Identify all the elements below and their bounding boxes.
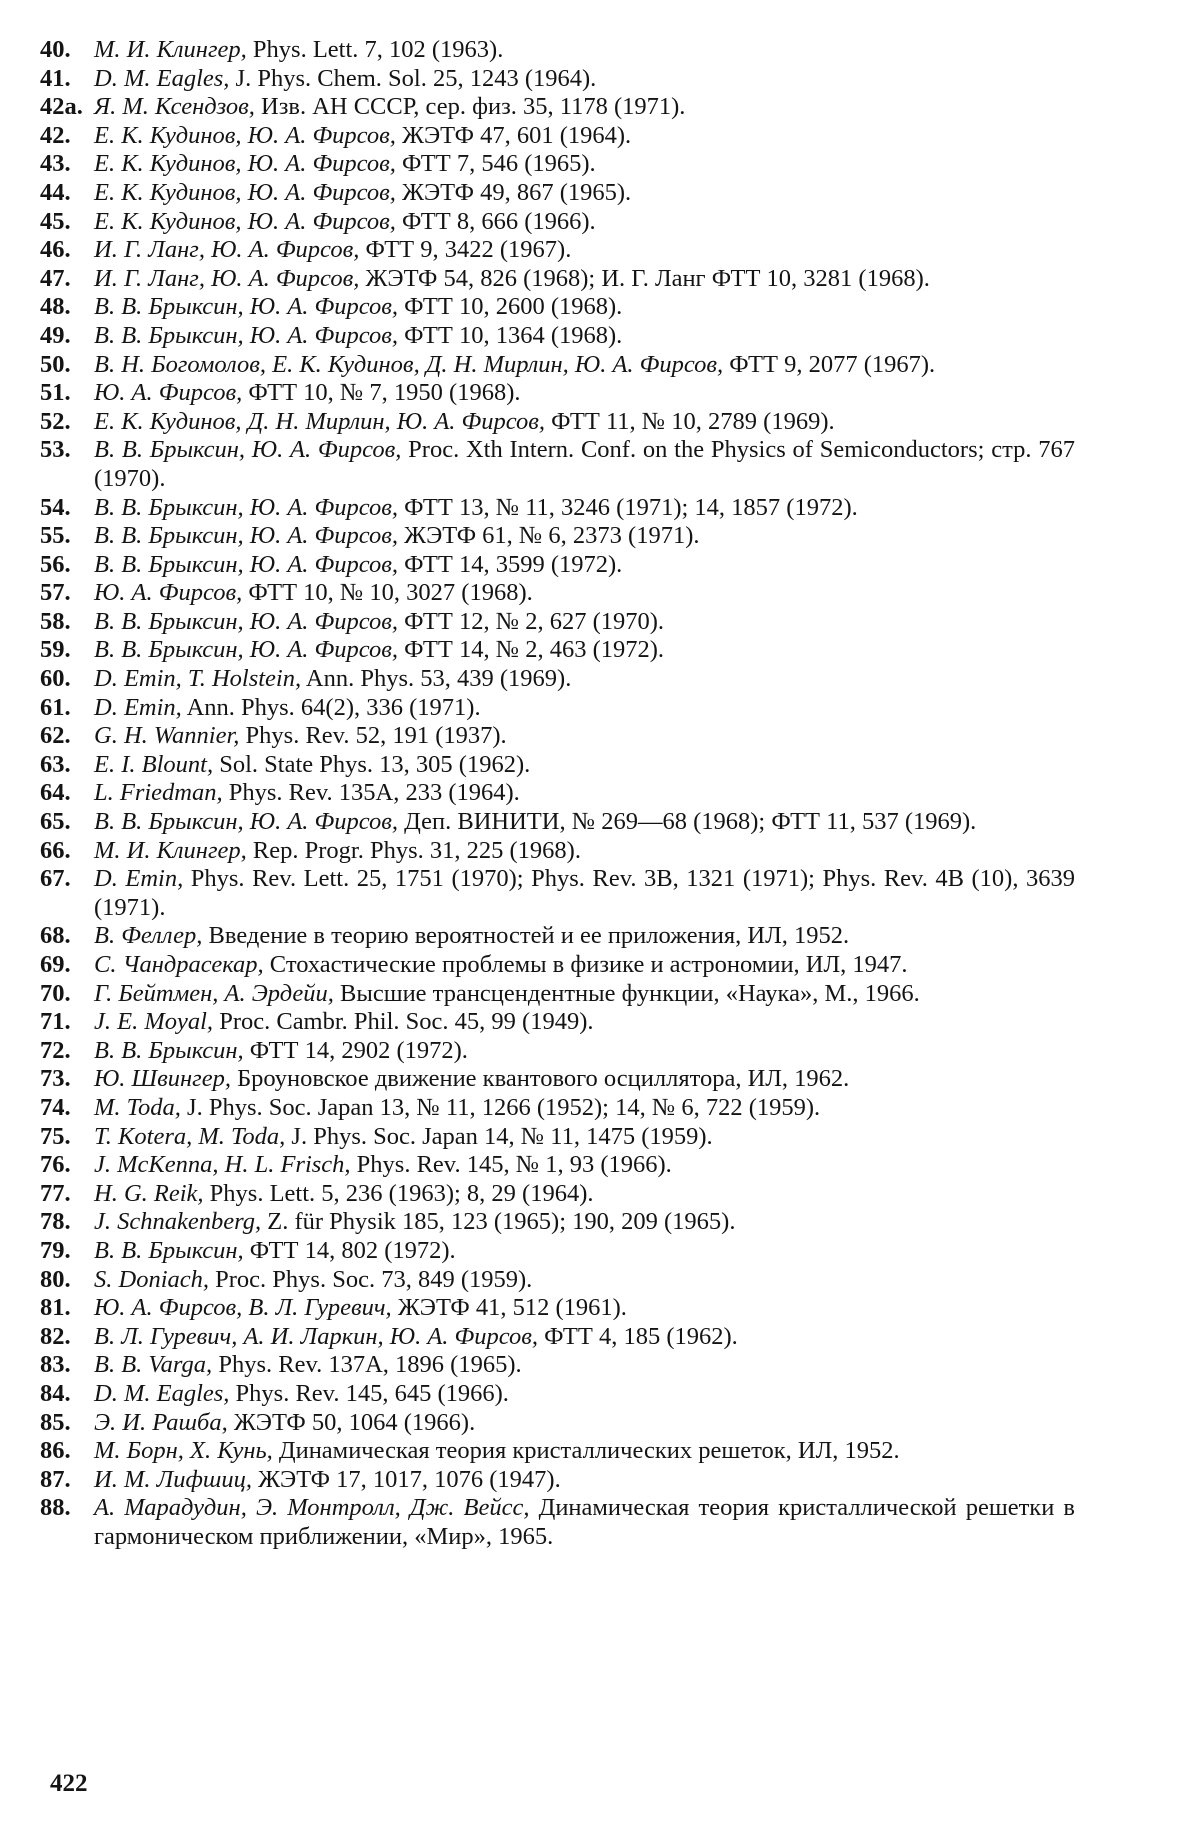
reference-item <box>40 608 1075 637</box>
reference-source: Phys. Rev. 145, 645 (1966). <box>235 1379 509 1407</box>
reference-number: 43. <box>40 150 71 178</box>
reference-item <box>40 1037 1075 1066</box>
reference-number: 52. <box>40 407 71 435</box>
reference-source: ФТТ 14, № 2, 463 (1972). <box>404 636 665 664</box>
reference-authors: T. Kotera, M. Toda, <box>94 1122 286 1150</box>
reference-source: ФТТ 10, № 7, 1950 (1968). <box>248 379 521 407</box>
reference-source: J. Phys. Soc. Japan 14, № 11, 1475 (1959). <box>291 1122 713 1150</box>
reference-text <box>94 1494 1075 1551</box>
reference-number: 56. <box>40 550 71 578</box>
reference-text <box>94 722 1075 751</box>
reference-authors: В. Л. Гуревич, А. И. Ларкин, Ю. А. Фирсов, <box>94 1322 539 1350</box>
reference-text <box>94 1008 1075 1037</box>
reference-source: ФТТ 10, 1364 (1968). <box>404 321 623 349</box>
reference-number: 61. <box>40 693 71 721</box>
reference-text <box>94 636 1075 665</box>
reference-number: 66. <box>40 836 71 864</box>
reference-authors: S. Doniach, <box>94 1265 209 1293</box>
reference-text <box>94 951 1075 980</box>
reference-number: 70. <box>40 979 71 1007</box>
reference-text <box>94 751 1075 780</box>
reference-item <box>40 322 1075 351</box>
reference-number: 76. <box>40 1151 71 1179</box>
reference-number: 86. <box>40 1437 71 1465</box>
reference-item <box>40 494 1075 523</box>
reference-item <box>40 65 1075 94</box>
reference-text <box>94 608 1075 637</box>
reference-item <box>40 265 1075 294</box>
reference-item <box>40 236 1075 265</box>
reference-number: 49. <box>40 321 71 349</box>
reference-authors: D. Emin, <box>94 693 182 721</box>
reference-item <box>40 579 1075 608</box>
reference-authors: В. В. Брыксин, Ю. А. Фирсов, <box>94 293 399 321</box>
page-number: 422 <box>50 1770 88 1797</box>
reference-item <box>40 808 1075 837</box>
reference-text <box>94 436 1075 493</box>
reference-source: Phys. Lett. 7, 102 (1963). <box>252 36 504 63</box>
reference-text <box>94 208 1075 237</box>
reference-item <box>40 1466 1075 1495</box>
reference-number: 55. <box>40 522 71 550</box>
reference-number: 68. <box>40 922 71 950</box>
reference-authors: Е. К. Кудинов, Д. Н. Мирлин, Ю. А. Фирсов, <box>94 407 546 435</box>
reference-authors: В. В. Брыксин, <box>94 1236 244 1264</box>
reference-item <box>40 837 1075 866</box>
reference-authors: М. Борн, Х. Кунь, <box>94 1437 273 1465</box>
reference-text <box>94 93 1075 122</box>
reference-item <box>40 122 1075 151</box>
reference-text <box>94 1266 1075 1295</box>
reference-item <box>40 408 1075 437</box>
reference-text <box>94 150 1075 179</box>
reference-item <box>40 1065 1075 1094</box>
reference-number: 62. <box>40 722 71 750</box>
reference-number: 63. <box>40 750 71 778</box>
reference-text <box>94 265 1075 294</box>
reference-authors: J. E. Moyal, <box>94 1008 214 1036</box>
reference-authors: В. В. Брыксин, Ю. А. Фирсов, <box>94 436 402 464</box>
reference-authors: E. I. Blount, <box>94 750 214 778</box>
reference-authors: D. M. Eagles, <box>94 64 230 92</box>
reference-item <box>40 865 1075 922</box>
reference-authors: M. Toda, <box>94 1093 181 1121</box>
reference-authors: Г. Бейтмен, А. Эрдейи, <box>94 979 334 1007</box>
reference-authors: G. H. Wannier, <box>94 722 240 750</box>
reference-number: 58. <box>40 607 71 635</box>
reference-authors: H. G. Reik, <box>94 1179 204 1207</box>
reference-number: 41. <box>40 64 71 92</box>
reference-source: Броуновское движение квантового осциллятора, ИЛ, 1962. <box>237 1065 850 1093</box>
reference-text <box>94 1180 1075 1209</box>
reference-source: Proc. Xth Intern. Conf. on the Physics of Semiconductors; стр. 767 (1970). <box>94 436 1075 492</box>
reference-text <box>94 1065 1075 1094</box>
reference-item <box>40 694 1075 723</box>
reference-authors: В. Феллер, <box>94 922 203 950</box>
reference-text <box>94 179 1075 208</box>
reference-authors: Ю. А. Фирсов, <box>94 379 243 407</box>
reference-source: Введение в теорию вероятностей и ее приложения, ИЛ, 1952. <box>208 922 850 950</box>
reference-authors: Е. К. Кудинов, Ю. А. Фирсов, <box>94 178 396 206</box>
reference-text <box>94 1437 1075 1466</box>
reference-source: ФТТ 13, № 11, 3246 (1971); 14, 1857 (1972). <box>404 493 858 521</box>
reference-number: 40. <box>40 36 71 63</box>
reference-source: ФТТ 8, 666 (1966). <box>402 207 596 235</box>
reference-number: 79. <box>40 1236 71 1264</box>
reference-item <box>40 36 1075 65</box>
reference-source: Phys. Rev. 145, № 1, 93 (1966). <box>356 1151 672 1179</box>
reference-text <box>94 665 1075 694</box>
reference-item <box>40 551 1075 580</box>
reference-text <box>94 494 1075 523</box>
reference-item <box>40 1208 1075 1237</box>
reference-source: ФТТ 14, 802 (1972). <box>249 1236 456 1264</box>
reference-number: 45. <box>40 207 71 235</box>
reference-item <box>40 722 1075 751</box>
reference-source: ФТТ 10, 2600 (1968). <box>404 293 623 321</box>
reference-number: 57. <box>40 579 71 607</box>
reference-number: 83. <box>40 1351 71 1379</box>
reference-source: ФТТ 10, № 10, 3027 (1968). <box>248 579 533 607</box>
reference-item <box>40 93 1075 122</box>
reference-source: Phys. Rev. Lett. 25, 1751 (1970); Phys. Rev. 3B, 1321 (1971); Phys. Rev. 4B (10), 3639 (1971). <box>94 865 1075 921</box>
reference-number: 60. <box>40 665 71 693</box>
reference-authors: Э. И. Рашба, <box>94 1408 228 1436</box>
reference-number: 54. <box>40 493 71 521</box>
reference-item <box>40 1494 1075 1551</box>
reference-number: 84. <box>40 1379 71 1407</box>
reference-authors: В. В. Брыксин, Ю. А. Фирсов, <box>94 522 399 550</box>
reference-authors: Е. К. Кудинов, Ю. А. Фирсов, <box>94 150 396 178</box>
reference-source: ЖЭТФ 41, 512 (1961). <box>397 1294 627 1322</box>
reference-text <box>94 1123 1075 1152</box>
reference-text <box>94 837 1075 866</box>
reference-source: Phys. Lett. 5, 236 (1963); 8, 29 (1964). <box>209 1179 594 1207</box>
reference-source: Ann. Phys. 64(2), 336 (1971). <box>186 693 481 721</box>
reference-source: ЖЭТФ 47, 601 (1964). <box>402 121 632 149</box>
reference-authors: В. В. Брыксин, Ю. А. Фирсов, <box>94 321 399 349</box>
reference-authors: В. В. Брыксин, Ю. А. Фирсов, <box>94 636 399 664</box>
reference-text <box>94 1466 1075 1495</box>
reference-text <box>94 1323 1075 1352</box>
reference-item <box>40 436 1075 493</box>
reference-source: J. Phys. Soc. Japan 13, № 11, 1266 (1952); 14, № 6, 722 (1959). <box>187 1093 821 1121</box>
reference-page <box>40 36 1075 1551</box>
reference-text <box>94 779 1075 808</box>
reference-authors: Е. К. Кудинов, Ю. А. Фирсов, <box>94 121 396 149</box>
reference-source: ФТТ 9, 3422 (1967). <box>365 236 572 264</box>
reference-authors: И. М. Лифшиц, <box>94 1465 252 1493</box>
reference-source: ФТТ 11, № 10, 2789 (1969). <box>551 407 835 435</box>
reference-authors: Ю. А. Фирсов, <box>94 579 243 607</box>
reference-source: ЖЭТФ 54, 826 (1968); И. Г. Ланг ФТТ 10, 3281 (1968). <box>365 264 930 292</box>
reference-item <box>40 779 1075 808</box>
reference-item <box>40 665 1075 694</box>
reference-text <box>94 1037 1075 1066</box>
reference-text <box>94 379 1075 408</box>
reference-authors: М. И. Клингер, <box>94 36 247 63</box>
reference-authors: И. Г. Ланг, Ю. А. Фирсов, <box>94 236 360 264</box>
reference-item <box>40 1323 1075 1352</box>
reference-source: Z. für Physik 185, 123 (1965); 190, 209 (1965). <box>267 1208 736 1236</box>
reference-source: Rep. Progr. Phys. 31, 225 (1968). <box>252 836 581 864</box>
reference-item <box>40 208 1075 237</box>
reference-text <box>94 808 1075 837</box>
reference-number: 81. <box>40 1294 71 1322</box>
reference-item <box>40 293 1075 322</box>
reference-text <box>94 551 1075 580</box>
reference-authors: Я. М. Ксендзов, <box>94 93 255 121</box>
reference-item <box>40 1094 1075 1123</box>
reference-number: 64. <box>40 779 71 807</box>
reference-number: 85. <box>40 1408 71 1436</box>
reference-source: Стохастические проблемы в физике и астрономии, ИЛ, 1947. <box>269 951 908 978</box>
reference-authors: В. В. Брыксин, <box>94 1036 244 1064</box>
reference-number: 75. <box>40 1122 71 1150</box>
reference-source: ЖЭТФ 17, 1017, 1076 (1947). <box>258 1465 561 1493</box>
reference-number: 72. <box>40 1036 71 1064</box>
reference-text <box>94 1380 1075 1409</box>
reference-text <box>94 1237 1075 1266</box>
reference-number: 42. <box>40 121 71 149</box>
reference-text <box>94 522 1075 551</box>
reference-item <box>40 636 1075 665</box>
reference-authors: J. Schnakenberg, <box>94 1208 262 1236</box>
reference-source: Phys. Rev. 137A, 1896 (1965). <box>218 1351 522 1379</box>
reference-item <box>40 379 1075 408</box>
reference-item <box>40 1123 1075 1152</box>
reference-text <box>94 1151 1075 1180</box>
reference-source: ЖЭТФ 61, № 6, 2373 (1971). <box>404 522 700 550</box>
reference-text <box>94 1294 1075 1323</box>
reference-text <box>94 865 1075 922</box>
reference-source: Phys. Rev. 52, 191 (1937). <box>245 722 507 750</box>
reference-number: 59. <box>40 636 71 664</box>
reference-source: ФТТ 14, 3599 (1972). <box>404 550 623 578</box>
reference-source: ЖЭТФ 49, 867 (1965). <box>402 178 632 206</box>
reference-item <box>40 1266 1075 1295</box>
reference-authors: Ю. А. Фирсов, В. Л. Гуревич, <box>94 1294 392 1322</box>
reference-number: 51. <box>40 379 71 407</box>
reference-item <box>40 1237 1075 1266</box>
reference-authors: J. McKenna, H. L. Frisch, <box>94 1151 351 1179</box>
reference-text <box>94 1351 1075 1380</box>
reference-item <box>40 980 1075 1009</box>
reference-text <box>94 293 1075 322</box>
reference-source: Ann. Phys. 53, 439 (1969). <box>305 665 572 693</box>
reference-authors: D. Emin, T. Holstein, <box>94 665 302 693</box>
reference-text <box>94 351 1075 380</box>
reference-number: 80. <box>40 1265 71 1293</box>
reference-number: 48. <box>40 293 71 321</box>
reference-number: 69. <box>40 951 71 978</box>
reference-text <box>94 980 1075 1009</box>
reference-source: Высшие трансцендентные функции, «Наука», М., 1966. <box>340 979 920 1007</box>
reference-source: Деп. ВИНИТИ, № 269—68 (1968); ФТТ 11, 537 (1969). <box>404 808 977 836</box>
reference-authors: Ю. Швингер, <box>94 1065 231 1093</box>
reference-authors: В. В. Брыксин, Ю. А. Фирсов, <box>94 550 399 578</box>
reference-source: ФТТ 4, 185 (1962). <box>544 1322 738 1350</box>
reference-text <box>94 922 1075 951</box>
reference-authors: Е. К. Кудинов, Ю. А. Фирсов, <box>94 207 396 235</box>
reference-number: 74. <box>40 1093 71 1121</box>
reference-item <box>40 1294 1075 1323</box>
reference-item <box>40 522 1075 551</box>
reference-authors: D. Emin, <box>94 865 184 893</box>
reference-number: 46. <box>40 236 71 264</box>
reference-number: 47. <box>40 264 71 292</box>
reference-number: 50. <box>40 350 71 378</box>
reference-item <box>40 1180 1075 1209</box>
reference-authors: В. В. Брыксин, Ю. А. Фирсов, <box>94 808 399 836</box>
reference-number: 78. <box>40 1208 71 1236</box>
reference-source: ФТТ 12, № 2, 627 (1970). <box>404 607 665 635</box>
reference-text <box>94 1409 1075 1438</box>
reference-source: Proc. Phys. Soc. 73, 849 (1959). <box>215 1265 533 1293</box>
reference-source: Phys. Rev. 135A, 233 (1964). <box>228 779 520 807</box>
reference-authors: С. Чандрасекар, <box>94 951 264 978</box>
reference-text <box>94 236 1075 265</box>
reference-number: 42а. <box>40 93 83 121</box>
reference-number: 88. <box>40 1494 71 1522</box>
reference-text <box>94 1208 1075 1237</box>
reference-source: ФТТ 9, 2077 (1967). <box>729 350 936 378</box>
reference-item <box>40 1437 1075 1466</box>
reference-text <box>94 694 1075 723</box>
reference-text <box>94 408 1075 437</box>
reference-number: 71. <box>40 1008 71 1036</box>
reference-item <box>40 922 1075 951</box>
reference-authors: В. В. Брыксин, Ю. А. Фирсов, <box>94 607 399 635</box>
reference-source: Sol. State Phys. 13, 305 (1962). <box>219 750 531 778</box>
reference-item <box>40 1151 1075 1180</box>
reference-text <box>94 322 1075 351</box>
reference-number: 44. <box>40 178 71 206</box>
reference-authors: L. Friedman, <box>94 779 223 807</box>
reference-number: 82. <box>40 1322 71 1350</box>
reference-number: 77. <box>40 1179 71 1207</box>
reference-authors: D. M. Eagles, <box>94 1379 230 1407</box>
reference-authors: В. В. Брыксин, Ю. А. Фирсов, <box>94 493 399 521</box>
reference-authors: М. И. Клингер, <box>94 836 247 864</box>
reference-authors: А. Марадудин, Э. Монтролл, Дж. Вейсс, <box>94 1494 530 1522</box>
reference-text <box>94 579 1075 608</box>
reference-source: J. Phys. Chem. Sol. 25, 1243 (1964). <box>235 64 597 92</box>
reference-item <box>40 351 1075 380</box>
reference-source: Динамическая теория кристаллических решеток, ИЛ, 1952. <box>278 1437 900 1465</box>
reference-number: 53. <box>40 436 71 464</box>
reference-source: ЖЭТФ 50, 1064 (1966). <box>233 1408 476 1436</box>
reference-source: ФТТ 14, 2902 (1972). <box>249 1036 468 1064</box>
reference-item <box>40 1008 1075 1037</box>
reference-item <box>40 1351 1075 1380</box>
reference-text <box>94 36 1075 65</box>
reference-source: Изв. АН СССР, сер. физ. 35, 1178 (1971). <box>261 93 686 121</box>
reference-authors: И. Г. Ланг, Ю. А. Фирсов, <box>94 264 360 292</box>
reference-number: 73. <box>40 1065 71 1093</box>
reference-text <box>94 1094 1075 1123</box>
reference-authors: B. B. Varga, <box>94 1351 213 1379</box>
reference-number: 87. <box>40 1465 71 1493</box>
reference-text <box>94 65 1075 94</box>
reference-text <box>94 122 1075 151</box>
reference-item <box>40 1409 1075 1438</box>
reference-source: Proc. Cambr. Phil. Soc. 45, 99 (1949). <box>219 1008 594 1036</box>
reference-item <box>40 751 1075 780</box>
reference-number: 65. <box>40 808 71 836</box>
reference-item <box>40 179 1075 208</box>
reference-source: Динамическая теория кристаллической решетки в гармоническом приближении, «Мир», 1965. <box>94 1494 1075 1550</box>
reference-item <box>40 1380 1075 1409</box>
reference-item <box>40 951 1075 980</box>
reference-number: 67. <box>40 865 71 893</box>
reference-source: ФТТ 7, 546 (1965). <box>402 150 596 178</box>
reference-authors: В. Н. Богомолов, Е. К. Кудинов, Д. Н. Мирлин, Ю. А. Фирсов, <box>94 350 724 378</box>
reference-list <box>40 36 1075 1551</box>
reference-item <box>40 150 1075 179</box>
